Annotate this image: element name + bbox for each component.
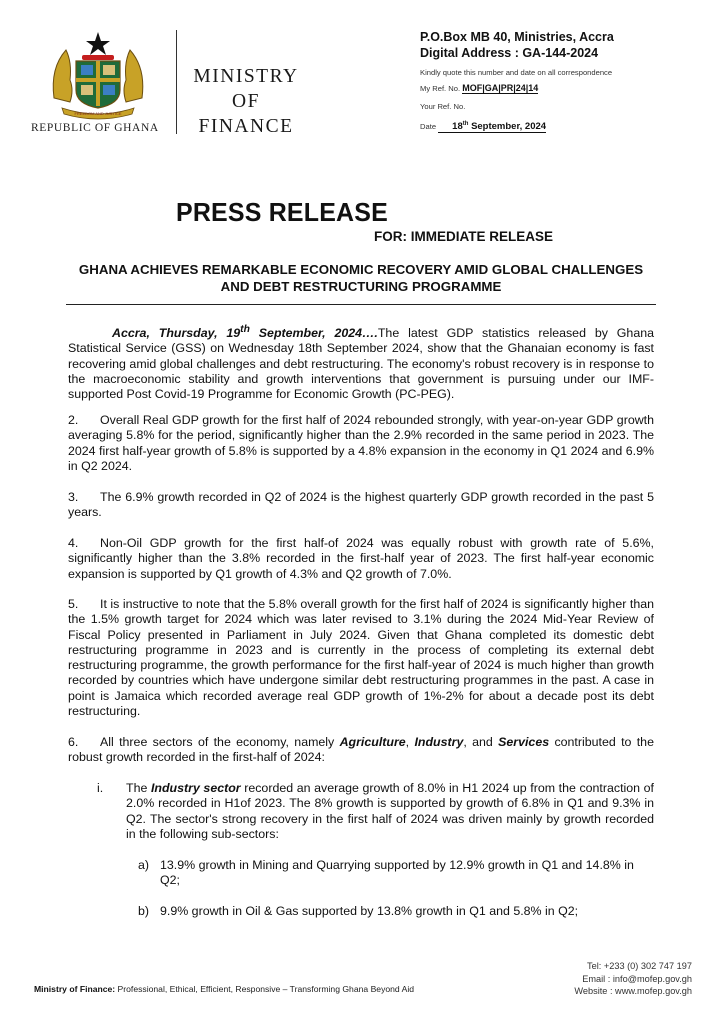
date-label: Date <box>420 122 437 132</box>
address-block <box>420 29 614 61</box>
your-ref-label: Your Ref. No. <box>420 102 466 111</box>
letterhead-divider <box>176 30 177 134</box>
date-value: 18th September, 2024 <box>438 121 546 133</box>
paragraph-number: 6. <box>68 735 79 749</box>
republic-label: REPUBLIC OF GHANA <box>31 122 159 134</box>
dateline: Accra, Thursday, 19th September, 2024…. <box>112 324 378 341</box>
paragraph-2: 2. Overall Real GDP growth for the first half of 2024 rebounded strongly, with year-on-year GDP growth averaging 5.8% for the period, significantly higher than the 2.9% recorded in the same period in 2023. The 2024 first half-year growth of 5.8% is supported by a 4.8% expansion in the economy in Q1 2024 and 6.9% in Q2 2024. <box>68 413 654 473</box>
footer-tel: Tel: +233 (0) 302 747 197 <box>587 961 692 971</box>
ministry-line-1: MINISTRY <box>193 66 299 87</box>
list-item-industry: The Industry sector recorded an average growth of 8.0% in H1 2024 up from the contraction of 2.0% recorded in H1of 2023. The 8% growth is supported by growth of 6.8% in Q1 and 9.3% in Q2. The sector's strong recovery in the first half of 2024 was driven mainly by growth recorded in the following sub-sectors: <box>126 781 655 841</box>
my-ref <box>420 83 538 93</box>
coat-motto: FREEDOM AND JUSTICE <box>74 111 122 116</box>
ministry-line-2: OF <box>232 91 260 112</box>
quote-note: Kindly quote this number and date on all correspondence <box>420 68 613 77</box>
ghana-coat-of-arms-icon <box>48 28 148 120</box>
paragraph-6: 6. All three sectors of the economy, namely Agriculture, Industry, and Services contributed to the robust growth recorded in the first-half of 2024: <box>68 735 654 765</box>
headline-rule <box>66 304 656 305</box>
paragraph-3: 3. The 6.9% growth recorded in Q2 of 2024 is the highest quarterly GDP growth recorded in the past 5 years. <box>68 490 654 520</box>
footer-website: Website : www.mofep.gov.gh <box>574 986 692 996</box>
paragraph-1: Accra, Thursday, 19th September, 2024….The latest GDP statistics released by Ghana Statistical Service (GSS) on Wednesday 18th September 2024, show that the Ghanaian economy is fast recovering amid global challenges and debt restructuring. The economy's robust recovery is in response to the macroeconomic stability and growth interventions that government is pursuing under our IMF-supported Post Covid-19 Programme for Economic Growth (PC-PEG). <box>68 324 654 402</box>
footer-motto: Ministry of Finance: Professional, Ethical, Efficient, Responsive – Transforming Ghana Beyond Aid <box>34 984 415 994</box>
ministry-logotype <box>186 64 306 139</box>
paragraph-number: 5. <box>68 597 79 611</box>
press-release-title: PRESS RELEASE <box>176 197 388 227</box>
list-item-number: i. <box>97 781 104 795</box>
release-type: FOR: IMMEDIATE RELEASE <box>374 229 554 244</box>
date-line <box>420 121 546 132</box>
sub-item-oil-gas: 9.9% growth in Oil & Gas supported by 13.8% growth in Q1 and 5.8% in Q2; <box>160 904 579 918</box>
digital-address: Digital Address : GA-144-2024 <box>420 46 599 60</box>
sub-item-label: a) <box>138 858 150 872</box>
footer-contact <box>520 960 692 998</box>
sub-item-mining: 13.9% growth in Mining and Quarrying supported by 12.9% growth in Q1 and 14.8% in Q2; <box>160 858 634 888</box>
headline: GHANA ACHIEVES REMARKABLE ECONOMIC RECOVERY AMID GLOBAL CHALLENGES AND DEBT RESTRUCTURING PROGRAMME <box>78 262 644 294</box>
pobox: P.O.Box MB 40, Ministries, Accra <box>420 30 614 44</box>
paragraph-number: 2. <box>68 413 79 427</box>
sub-item-label: b) <box>138 904 150 918</box>
my-ref-label: My Ref. No. <box>420 84 461 93</box>
ministry-line-3: FINANCE <box>198 116 294 137</box>
paragraph-5: 5. It is instructive to note that the 5.8% overall growth for the first half of 2024 is significantly higher than the 1.5% growth target for 2024 which was later revised to 3.1% during the 2024 Mid-Year Review of Fiscal Policy presented in Parliament in July 2024. Given that Ghana completed its domestic debt restructuring programme in 2023 and is currently in the process of completing its external debt restructuring programme, the growth performance for the first half-year of 2024 is much higher than growth recorded by countries which have undergone similar debt restructuring programmes in the past. A case in point is Jamaica which recorded average real GDP growth of 1%-2% for about a decade post its debt restructuring. <box>68 597 654 719</box>
paragraph-number: 4. <box>68 536 79 550</box>
paragraph-number: 3. <box>68 490 79 504</box>
my-ref-value: MOF|GA|PR|24|14 <box>462 83 539 93</box>
footer-email: Email : info@mofep.gov.gh <box>582 973 692 984</box>
paragraph-4: 4. Non-Oil GDP growth for the first half-of 2024 was equally robust with growth rate of 5.6%, significantly higher than the 3.8% recorded in the first-half year of 2023. The first half-year economic expansion is supported by Q1 growth of 4.3% and Q2 growth of 7.0%. <box>68 536 654 581</box>
